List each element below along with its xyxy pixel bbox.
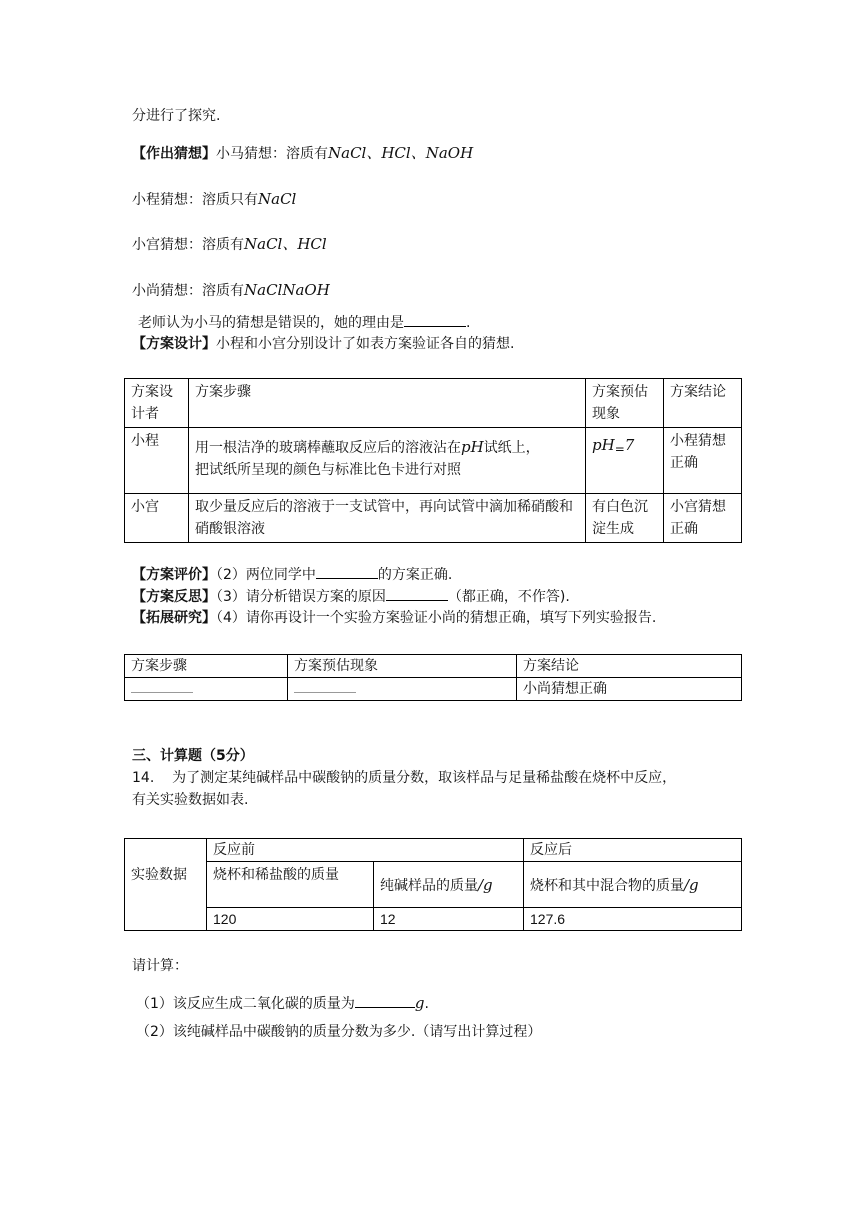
plan-header-designer: 方案设计者 (125, 379, 189, 428)
plan-step-a: 用一根洁净的玻璃棒蘸取反应后的溶液沾在 (195, 440, 461, 456)
question-14-cont: 有关实验数据如表. (132, 792, 249, 808)
reflection-text-b: （都正确，不作答). (447, 589, 570, 605)
evaluation-text-a: （2）两位同学中 (216, 567, 316, 583)
data-col1: 烧杯和稀盐酸的质量 (207, 862, 374, 908)
data-col3-unit: /g (684, 876, 699, 894)
report-phenomenon-blank[interactable] (294, 678, 356, 693)
data-value-3: 127.6 (524, 908, 742, 931)
data-corner (125, 839, 207, 862)
data-before: 反应前 (207, 839, 524, 862)
calc-prompt: 请计算： (132, 958, 188, 974)
plan-table-header-row (125, 379, 742, 428)
intro-line: 分进行了探究. (132, 108, 221, 124)
guess-label: 【作出猜想】 (132, 146, 216, 162)
phen-formula: pH (592, 436, 615, 454)
guess-xiaocheng (132, 188, 296, 211)
extension-line (132, 608, 656, 629)
report-steps-cell[interactable] (125, 678, 288, 701)
guess-xiaocheng-prefix: 小程猜想：溶质只有 (132, 192, 258, 208)
guess-xiaoma-prefix: 小马猜想：溶质有 (216, 146, 328, 162)
plan-header-steps: 方案步骤 (189, 379, 586, 428)
guess-xiaogong-prefix: 小宫猜想：溶质有 (132, 237, 244, 253)
data-col3-text: 烧杯和其中混合物的质量 (530, 878, 684, 894)
reflection-label: 【方案反思】 (132, 589, 216, 605)
design-line (132, 334, 514, 355)
data-value-2: 12 (374, 908, 524, 931)
data-header-row (125, 839, 742, 862)
extension-text: （4）请你再设计一个实验方案验证小尚的猜想正确，填写下列实验报告. (216, 610, 657, 626)
reflection-line (132, 586, 570, 608)
calc-q1 (136, 992, 429, 1015)
report-table (124, 654, 742, 701)
design-label: 【方案设计】 (132, 336, 216, 352)
data-col2 (374, 862, 524, 908)
calc-q1-unit: g (414, 994, 425, 1012)
guess-xiaoshang-formula: NaClNaOH (244, 281, 330, 299)
plan-row-xiaocheng (125, 428, 742, 494)
report-header-steps: 方案步骤 (125, 655, 288, 678)
report-header-phenomenon: 方案预估现象 (288, 655, 517, 678)
plan-step-c: 把试纸所呈现的颜色与标准比色卡进行对照 (195, 462, 461, 478)
plan-designer-xiaocheng: 小程 (125, 428, 189, 494)
plan-steps-xiaogong: 取少量反应后的溶液于一支试管中，再向试管中滴加稀硝酸和硝酸银溶液 (189, 494, 586, 543)
evaluation-text-b: 的方案正确. (377, 567, 453, 583)
guess-xiaoma-formula: NaCl、HCl、NaOH (328, 144, 474, 162)
plan-step-b: 试纸上， (483, 440, 540, 456)
question-14 (132, 768, 676, 789)
evaluation-line (132, 564, 452, 586)
section3-title: 三、计算题（5分） (132, 748, 254, 764)
plan-header-phenomenon: 方案预估现象 (586, 379, 664, 428)
question-number: 14. (132, 770, 155, 786)
data-values-row (125, 908, 742, 931)
data-col2-text: 纯碱样品的质量 (380, 878, 478, 894)
plan-table (124, 378, 742, 543)
data-value-1: 120 (207, 908, 374, 931)
plan-conclusion-xiaocheng: 小程猜想正确 (664, 428, 742, 494)
plan-row-xiaogong (125, 494, 742, 543)
plan-phenomenon-xiaocheng (586, 428, 664, 494)
teacher-text: 老师认为小马的猜想是错误的，她的理由是 (138, 315, 404, 331)
report-row (125, 678, 742, 701)
data-label-row (125, 862, 742, 908)
teacher-end: . (466, 315, 471, 331)
design-text: 小程和小宫分别设计了如表方案验证各自的猜想. (216, 336, 515, 352)
plan-phenomenon-xiaogong: 有白色沉淀生成 (586, 494, 664, 543)
reflection-blank[interactable] (386, 586, 448, 601)
guess-xiaoshang (132, 279, 330, 302)
guess-xiaocheng-formula: NaCl (258, 190, 297, 208)
plan-step-formula: pH (461, 438, 484, 456)
guess-xiaogong-formula: NaCl、HCl (244, 235, 327, 253)
report-header-conclusion: 方案结论 (517, 655, 742, 678)
guess-xiaoshang-prefix: 小尚猜想：溶质有 (132, 283, 244, 299)
calc-q2: （2）该纯碱样品中碳酸钠的质量分数为多少.（请写出计算过程） (136, 1024, 542, 1040)
guess-xiaogong (132, 233, 327, 256)
calc-q1-end: . (424, 996, 429, 1012)
report-conclusion: 小尚猜想正确 (517, 678, 742, 701)
data-table (124, 838, 742, 931)
plan-header-conclusion: 方案结论 (664, 379, 742, 428)
report-phenomenon-cell[interactable] (288, 678, 517, 701)
phen-eq: = (614, 442, 625, 456)
data-col2-unit: /g (478, 876, 493, 894)
report-header-row (125, 655, 742, 678)
phen-val: 7 (624, 436, 635, 454)
report-steps-blank[interactable] (131, 678, 193, 693)
calc-q1-blank[interactable] (355, 993, 415, 1008)
extension-label: 【拓展研究】 (132, 610, 216, 626)
plan-conclusion-xiaogong: 小宫猜想正确 (664, 494, 742, 543)
teacher-blank[interactable] (404, 312, 466, 327)
data-after: 反应后 (524, 839, 742, 862)
question-text-a: 为了测定某纯碱样品中碳酸钠的质量分数，取该样品与足量稀盐酸在烧杯中反应， (172, 770, 677, 786)
plan-steps-xiaocheng (189, 428, 586, 494)
teacher-line (138, 312, 470, 334)
reflection-text-a: （3）请分析错误方案的原因 (216, 589, 386, 605)
plan-designer-xiaogong: 小宫 (125, 494, 189, 543)
evaluation-label: 【方案评价】 (132, 567, 216, 583)
guess-xiaoma (132, 142, 473, 165)
data-row-label: 实验数据 (125, 862, 207, 931)
calc-q1-text: （1）该反应生成二氧化碳的质量为 (136, 996, 355, 1012)
evaluation-blank[interactable] (316, 564, 378, 579)
data-col3 (524, 862, 742, 908)
